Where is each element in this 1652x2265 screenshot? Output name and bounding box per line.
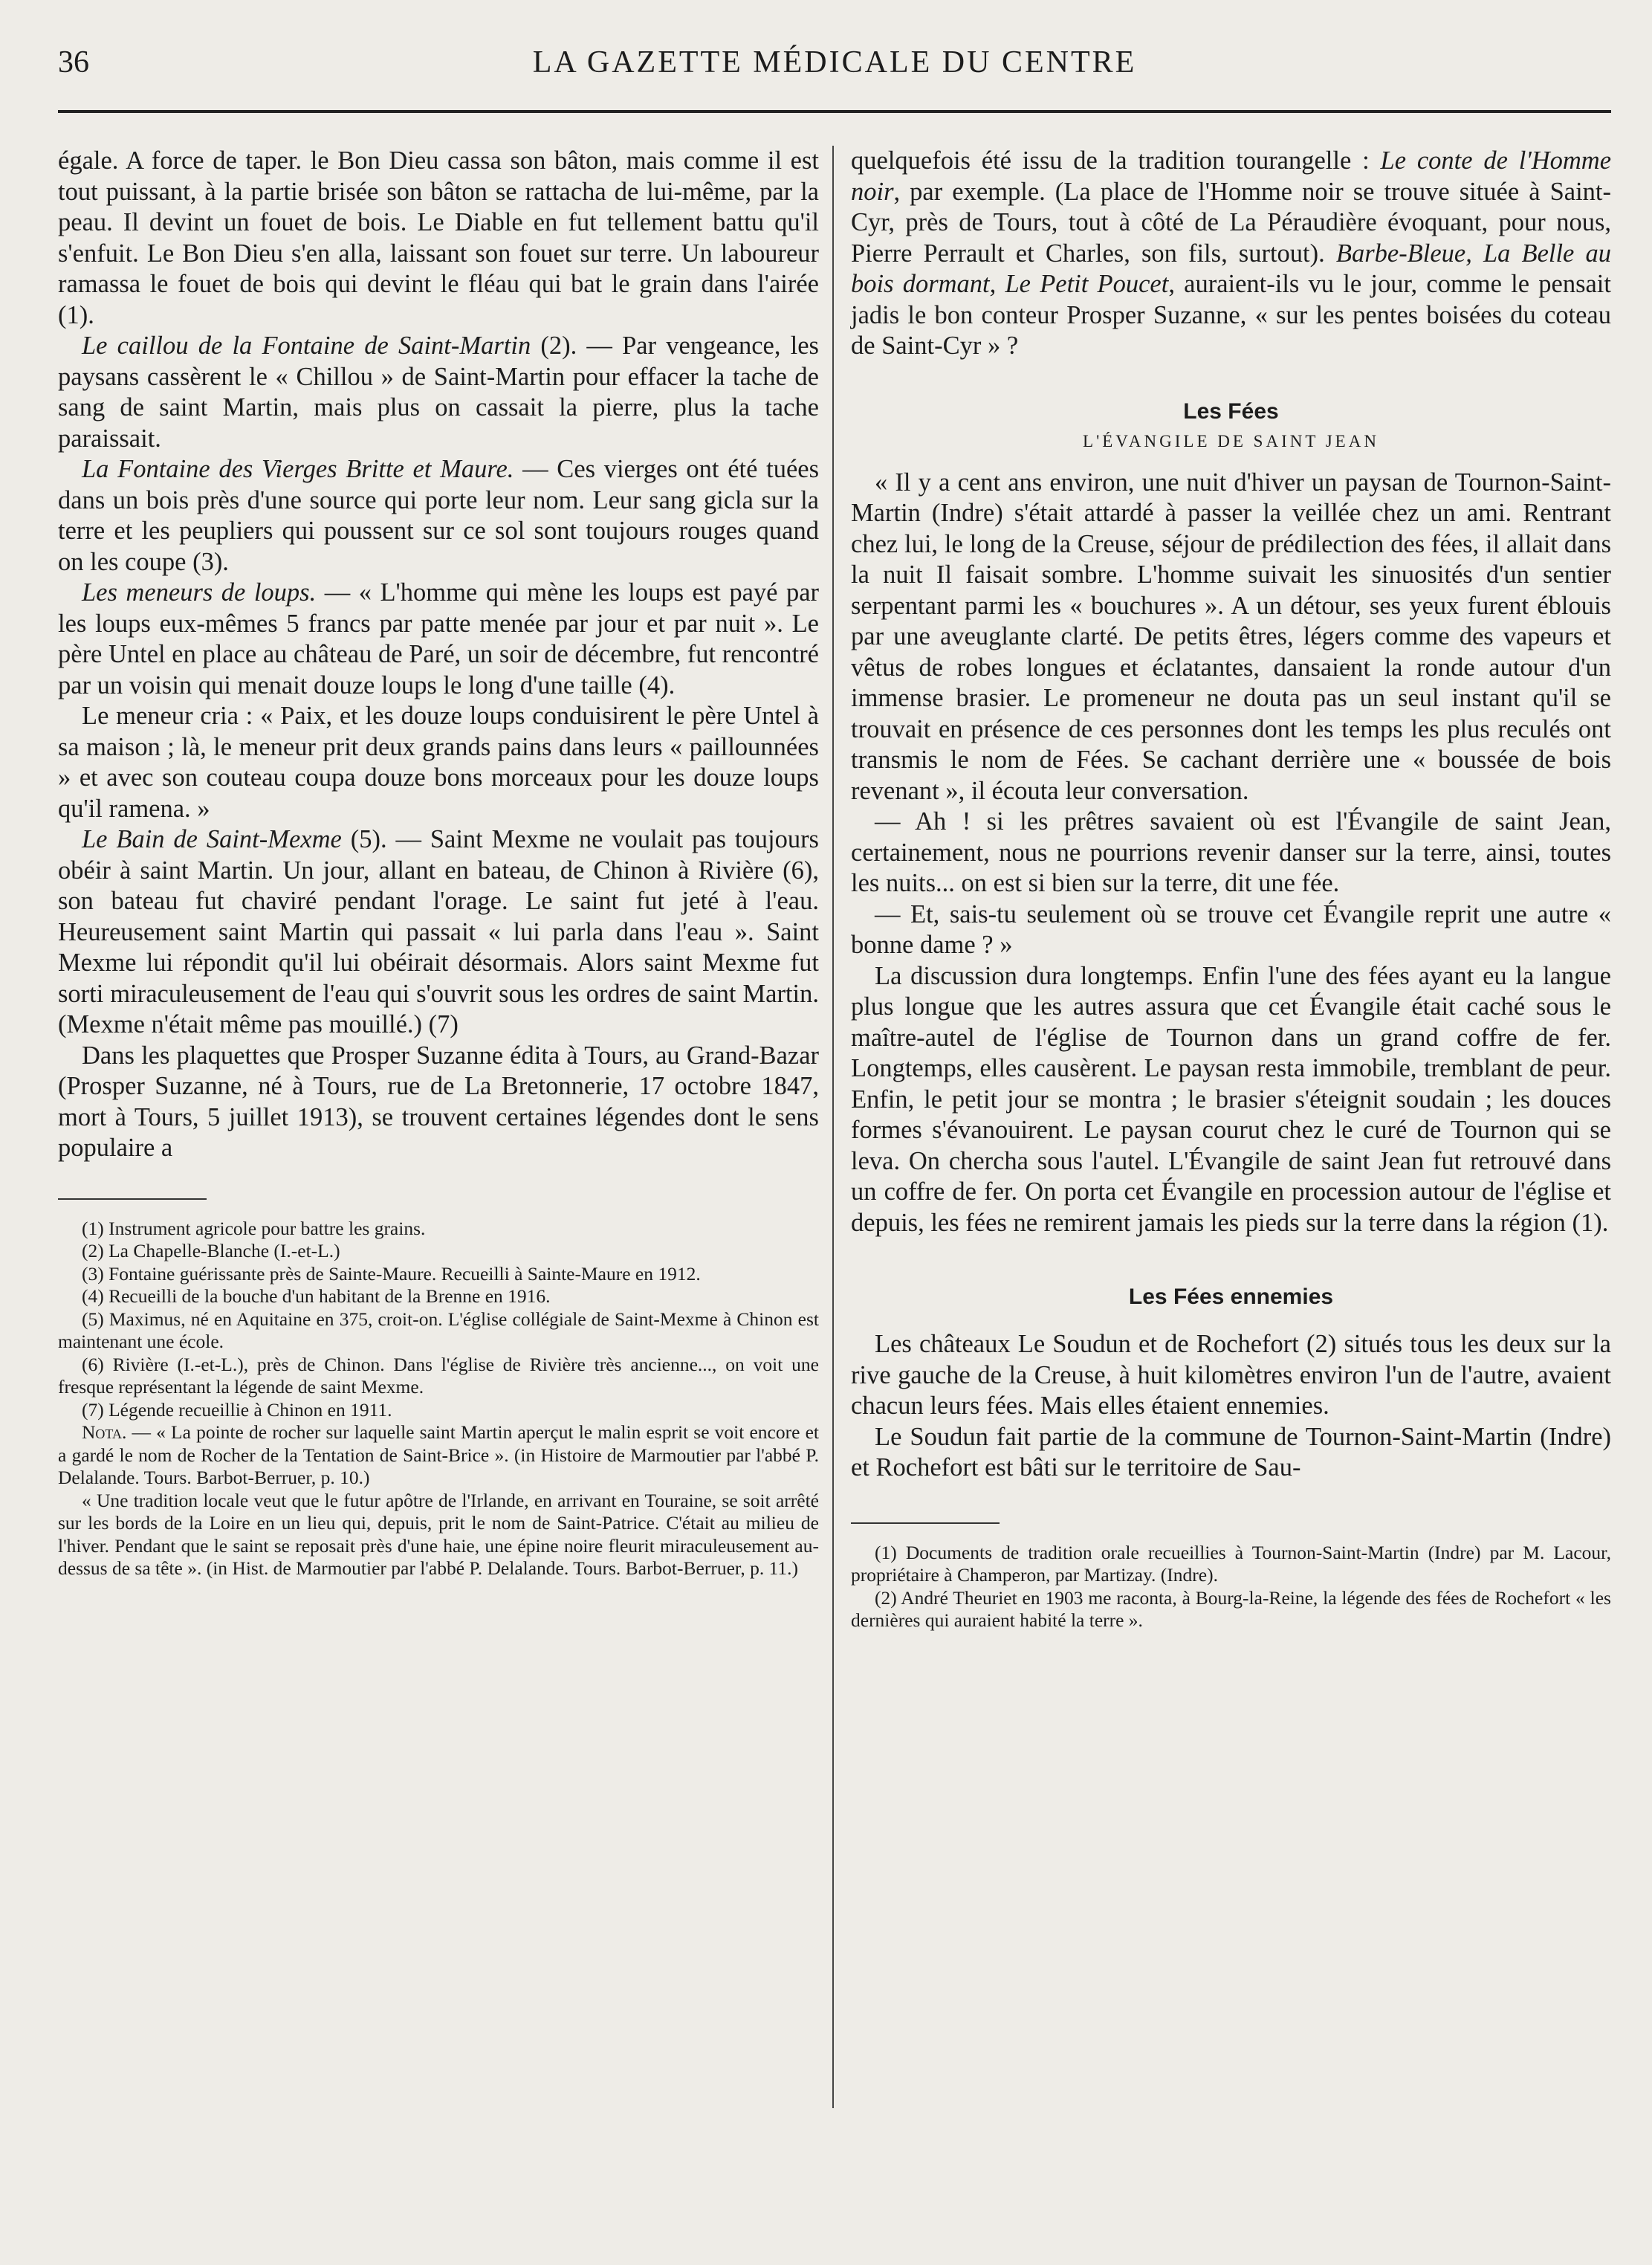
legend-title: Le caillou de la Fontaine de Saint-Martin (82, 332, 531, 360)
section-subtitle-evangile: L'ÉVANGILE DE SAINT JEAN (1083, 431, 1379, 450)
footnote: (7) Légende recueillie à Chinon en 1911. (82, 1398, 392, 1421)
footnote: (2) La Chapelle-Blanche (I.-et-L.) (82, 1240, 340, 1261)
paragraph: Dans les plaquettes que Prosper Suzanne édita à Tours, au Grand-Bazar (Prosper Suzanne, né à Tours, rue de La Bretonnerie, 17 octobre 1847, mort à Tours, 5 juillet 1913), se trouvent certaines légendes dont le sens populaire a (58, 1041, 819, 1162)
paragraph: La discussion dura longtemps. Enfin l'une des fées ayant eu la langue plus longue que les autres assura que cet Évangile était caché sous le maître-autel de l'église de Tournon dans un grand coffre de fer. Longtemps, elles causèrent. Le paysan resta immobile, tremblant de peur. Enfin, le petit jour se montra ; le brasier s'éteignit soudain ; les douces formes s'évanouirent. Le paysan courut chez le curé de Tournon qui se leva. On chercha sous l'autel. L'Évangile de saint Jean fut retrouvé dans un coffre de fer. On porta cet Évangile en procession autour de l'église et depuis, les fées ne remirent jamais les pieds sur la terre dans la région (1). (851, 961, 1611, 1237)
paragraph: — Ah ! si les prêtres savaient où est l'Évangile de saint Jean, certainement, nous ne pourrions revenir danser sur la terre, ainsi, toutes les nuits... on est si bien sur la terre, dit une fée. (851, 807, 1611, 897)
paragraph: — Et, sais-tu seulement où se trouve cet Évangile reprit une autre « bonne dame ? » (851, 899, 1611, 959)
right-body-text (851, 146, 1611, 1484)
paragraph: Le caillou de la Fontaine de Saint-Martin (2). — Par vengeance, les paysans cassèrent le « Chillou » de Saint-Martin pour effacer la tache de sang de saint Martin, mais plus on cassait la pierre, plus la tache paraissait. (58, 332, 819, 453)
nota-label: Nota. (82, 1421, 127, 1443)
left-footnotes (58, 1218, 819, 1580)
paragraph: quelquefois été issu de la tradition tourangelle : Le conte de l'Homme noir, par exemple. (La place de l'Homme noir se trouve située à Saint-Cyr, près de Tours, tout à côté de La Péraudière évoquant, pour nous, Pierre Perrault et Charles, son fils, surtout). Barbe-Bleue, La Belle au bois dormant, Le Petit Poucet, auraient-ils vu le jour, comme le pensait jadis le bon conteur Prosper Suzanne, « sur les pentes boisées du coteau de Saint-Cyr » ? (851, 146, 1612, 360)
paragraph: égale. A force de taper. le Bon Dieu cassa son bâton, mais comme il est tout puissant, à la partie brisée son bâton se rattacha de lui-même, par la peau. Il devint un fouet de bois. Le Diable en fut tellement battu qu'il s'enfuit. Le Bon Dieu s'en alla, laissant son fouet sur terre. Un laboureur ramassa le fouet de bois qui devint le fléau qui bat le grain dans l'airée (1). (58, 146, 819, 329)
footnote: (4) Recueilli de la bouche d'un habitant de la Brenne en 1916. (82, 1285, 551, 1307)
footnote: (1) Documents de tradition orale recueillies à Tournon-Saint-Martin (Indre) par M. Lacour, propriétaire à Champeron, par Martizay. (Indre). (851, 1541, 1611, 1586)
legend-title: Le Bain de Saint-Mexme (82, 825, 342, 853)
footnote-rule (851, 1522, 1000, 1524)
paragraph: Les châteaux Le Soudun et de Rochefort (2) situés tous les deux sur la rive gauche de la Creuse, à huit kilomètres environ l'un de l'autre, avaient chacun leurs fées. Mais elles étaient ennemies. (851, 1330, 1611, 1420)
legend-title: La Fontaine des Vierges Britte et Maure. (82, 455, 514, 483)
footnote: (2) André Theuriet en 1903 me raconta, à Bourg-la-Reine, la légende des fées de Rochefort « les dernières qui auraient habité la terre ». (851, 1586, 1611, 1631)
footnote-rule (58, 1198, 207, 1200)
section-title-fees: Les Fées (1183, 398, 1279, 424)
footnote: (3) Fontaine guérissante près de Sainte-Maure. Recueilli à Sainte-Maure en 1912. (82, 1262, 701, 1285)
footnote: (5) Maximus, né en Aquitaine en 375, croit-on. L'église collégiale de Saint-Mexme à Chinon est maintenant une école. (58, 1308, 819, 1352)
footnote: (1) Instrument agricole pour battre les grains. (82, 1217, 426, 1239)
paragraph: Les meneurs de loups. — « L'homme qui mène les loups est payé par les loups eux-mêmes 5 francs par patte menée par jour et par nuit ». Le père Untel en place au château de Paré, un soir de décembre, fut rencontré par un voisin qui menait douze loups le long d'une taille (4). (58, 578, 819, 699)
footnote-nota: Nota. — « La pointe de rocher sur laquelle saint Martin aperçut le malin esprit se voit encore et a gardé le nom de Rocher de la Tentation de Saint-Brice ». (in Histoire de Marmoutier par l'abbé P. Delalande. Tours. Barbot-Berruer, p. 10.) (58, 1421, 819, 1488)
left-body-text (58, 146, 819, 1164)
right-footnotes (851, 1542, 1611, 1632)
paragraph: Le Soudun fait partie de la commune de Tournon-Saint-Martin (Indre) et Rochefort est bâti sur le territoire de Sau- (851, 1422, 1611, 1482)
left-column (58, 146, 819, 1580)
section-title-fees-ennemies: Les Fées ennemies (1128, 1285, 1334, 1309)
paragraph: La Fontaine des Vierges Britte et Maure. — Ces vierges ont été tuées dans un bois près d'une source qui porte leur nom. Leur sang gicla sur la terre et les peupliers qui poussent sur ce sol sont toujours rouges quand on les coupe (3). (58, 455, 819, 576)
footnote: « Une tradition locale veut que le futur apôtre de l'Irlande, en arrivant en Touraine, se soit arrêté sur les bords de la Loire en un lieu qui, depuis, prit le nom de Saint-Patrice. C'était au milieu de l'hiver. Pendant que le saint se reposait près d'une haie, une épine noire fleurit miraculeusement au-dessus de sa tête ». (in Hist. de Marmoutier par l'abbé P. Delalande. Tours. Barbot-Berruer, p. 11.) (58, 1489, 819, 1579)
running-title: LA GAZETTE MÉDICALE DU CENTRE (532, 45, 1137, 80)
page-number: 36 (58, 45, 89, 80)
paragraph: Le Bain de Saint-Mexme (5). — Saint Mexme ne voulait pas toujours obéir à saint Martin. Un jour, allant en bateau, de Chinon à Rivière (6), son bateau fut chaviré pendant l'orage. Le saint fut jeté à l'eau. Heureusement saint Martin qui passait « lui parla dans l'eau ». Saint Mexme lui répondit qu'il lui obéirait désormais. Alors saint Mexme fut sorti miraculeusement de l'eau qui s'ouvrit sous les ordres de saint Martin. (Mexme n'était même pas mouillé.) (7) (58, 825, 819, 1038)
column-divider (832, 146, 834, 2108)
right-column (851, 146, 1611, 1632)
legend-title: Les meneurs de loups. (82, 578, 317, 607)
paragraph: « Il y a cent ans environ, une nuit d'hiver un paysan de Tournon-Saint-Martin (Indre) s'était attardé à passer la veillée chez un ami. Rentrant chez lui, le long de la Creuse, séjour de prédilection des fées, il allait dans la nuit Il faisait sombre. L'homme suivait les sinuosités d'un sentier serpentant parmi les « bouchures ». A un détour, ses yeux furent éblouis par une aveuglante clarté. De petits êtres, légers comme des vapeurs et vêtus de robes longues et éclatantes, dansaient la ronde autour d'un immense brasier. Le promeneur ne douta pas un seul instant qu'il se trouvait en présence de ces personnes dont les temps les plus reculés ont transmis le nom de Fées. Se cachant derrière une « boussée de bois revenant », il écouta leur conversation. (851, 468, 1611, 805)
page-header (58, 45, 1611, 89)
paragraph: Le meneur cria : « Paix, et les douze loups conduisirent le père Untel à sa maison ; là, le meneur prit deux grands pains dans leurs « paillounnées » et avec son couteau coupa douze bons morceaux pour les douze loups qu'il ramena. » (58, 702, 819, 823)
footnote: (6) Rivière (I.-et-L.), près de Chinon. Dans l'église de Rivière très ancienne..., on voit une fresque représentant la légende de saint Mexme. (58, 1353, 819, 1398)
header-rule (58, 110, 1611, 113)
